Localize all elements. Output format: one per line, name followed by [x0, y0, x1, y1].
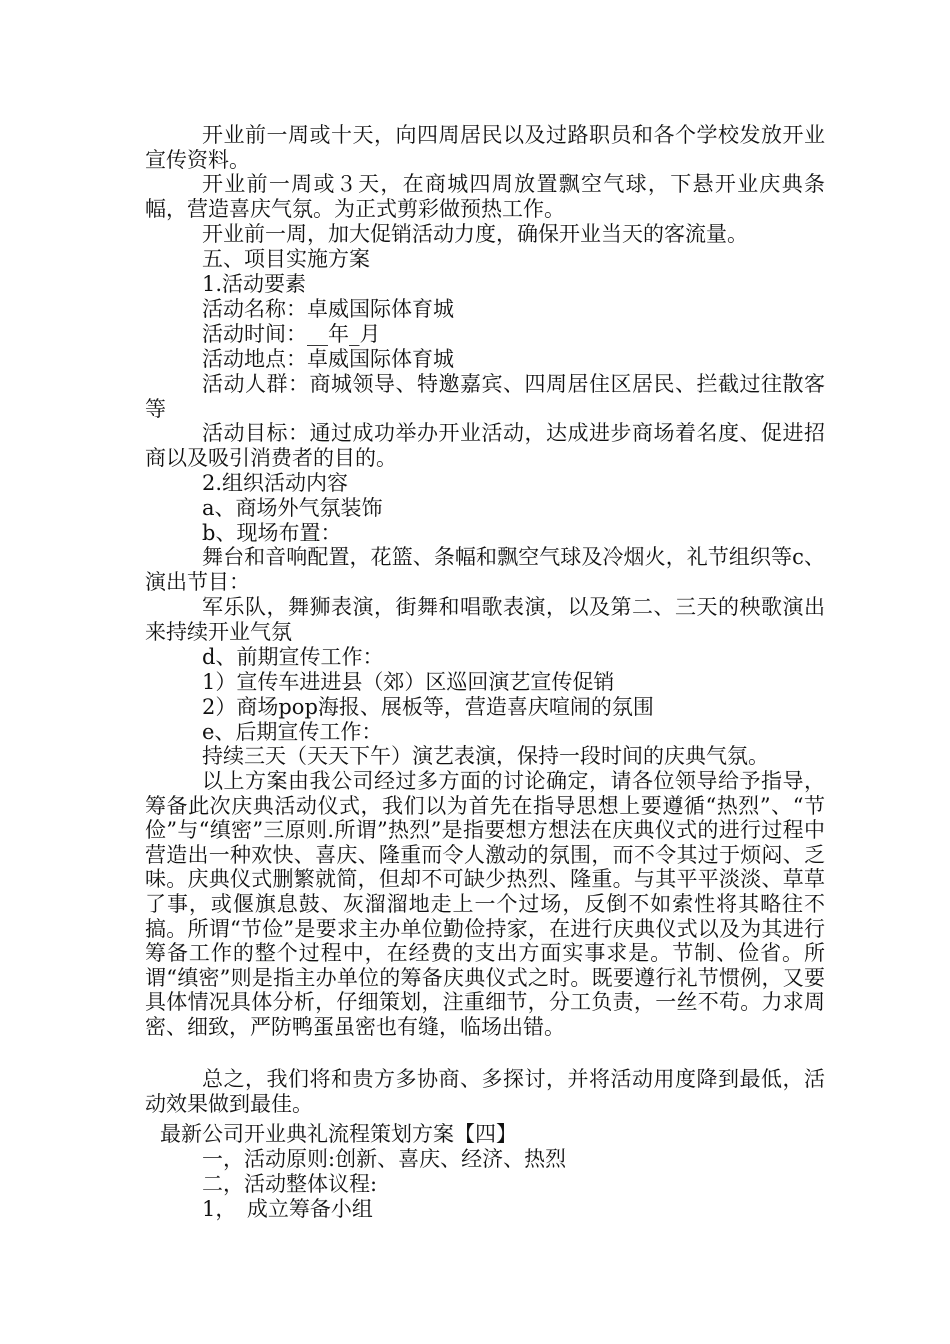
paragraph: 军乐队，舞狮表演，街舞和唱歌表演，以及第二、三天的秧歌演出来持续开业气氛: [145, 595, 825, 644]
paragraph: 活动地点：卓威国际体育城: [202, 347, 454, 371]
section-title: 五、项目实施方案: [202, 247, 370, 271]
subsection-title: 2.组织活动内容: [202, 471, 349, 495]
paragraph: 持续三天（天天下午）演艺表演，保持一段时间的庆典气氛。: [202, 744, 769, 768]
paragraph: b、现场布置：: [202, 521, 342, 545]
paragraph: 开业前一周或十天，向四周居民以及过路职员和各个学校发放开业宣传资料。: [145, 123, 825, 172]
paragraph: 活动时间：__年_月: [202, 322, 381, 346]
section-heading: 最新公司开业典礼流程策划方案【四】: [160, 1122, 517, 1146]
subsection-title: 1.活动要素: [202, 272, 307, 296]
list-item: 二，活动整体议程:: [202, 1172, 378, 1196]
paragraph: e、后期宣传工作：: [202, 720, 383, 744]
paragraph: 2）商场pop海报、展板等，营造喜庆喧闹的氛围: [202, 695, 654, 719]
list-item: 一，活动原则:创新、喜庆、经济、热烈: [202, 1147, 567, 1171]
paragraph: 开业前一周或３天，在商城四周放置飘空气球，下悬开业庆典条幅，营造喜庆气氛。为正式剪彩做预热工作。: [145, 172, 825, 221]
paragraph: 舞台和音响配置，花篮、条幅和飘空气球及冷烟火，礼节组织等c、演出节目：: [145, 545, 825, 594]
paragraph: 活动人群：商城领导、特邀嘉宾、四周居住区居民、拦截过往散客等: [145, 372, 825, 421]
paragraph: 活动目标：通过成功举办开业活动，达成进步商场着名度、促进招商以及吸引消费者的目的。: [145, 421, 825, 470]
paragraph: 以上方案由我公司经过多方面的讨论确定，请各位领导给予指导，筹备此次庆典活动仪式，我们以为首先在指导思想上要遵循“热烈”、“节俭”与“缜密”三原则.所谓”热烈”是指要想方想法在庆典仪式的进行过程中营造出一种欢快、喜庆、隆重而令人激动的氛围，而不令其过于烦闷、乏味。庆典仪式删繁就简，但却不可缺少热烈、隆重。与其平平淡淡、草草了事，或偃旗息鼓、灰溜溜地走上一个过场，反倒不如索性将其略往不搞。所谓“节俭”是要求主办单位勤俭持家，在进行庆典仪式以及为其进行筹备工作的整个过程中，在经费的支出方面实事求是。节制、俭省。所谓“缜密”则是指主办单位的筹备庆典仪式之时。既要遵行礼节惯例，又要具体情况具体分析，仔细策划，注重细节，分工负责，一丝不苟。力求周密、细致，严防鸭蛋虽密也有缝，临场出错。: [145, 769, 825, 1039]
list-item: 1， 成立筹备小组: [202, 1197, 373, 1221]
paragraph: a、商场外气氛装饰: [202, 496, 383, 520]
paragraph: 活动名称：卓威国际体育城: [202, 297, 454, 321]
paragraph: 开业前一周，加大促销活动力度，确保开业当天的客流量。: [202, 222, 748, 246]
paragraph: 1）宣传车进进县（郊）区巡回演艺宣传促销: [202, 670, 615, 694]
paragraph: d、前期宣传工作：: [202, 645, 384, 669]
paragraph: 总之，我们将和贵方多协商、多探讨，并将活动用度降到最低，活动效果做到最佳。: [145, 1067, 825, 1116]
